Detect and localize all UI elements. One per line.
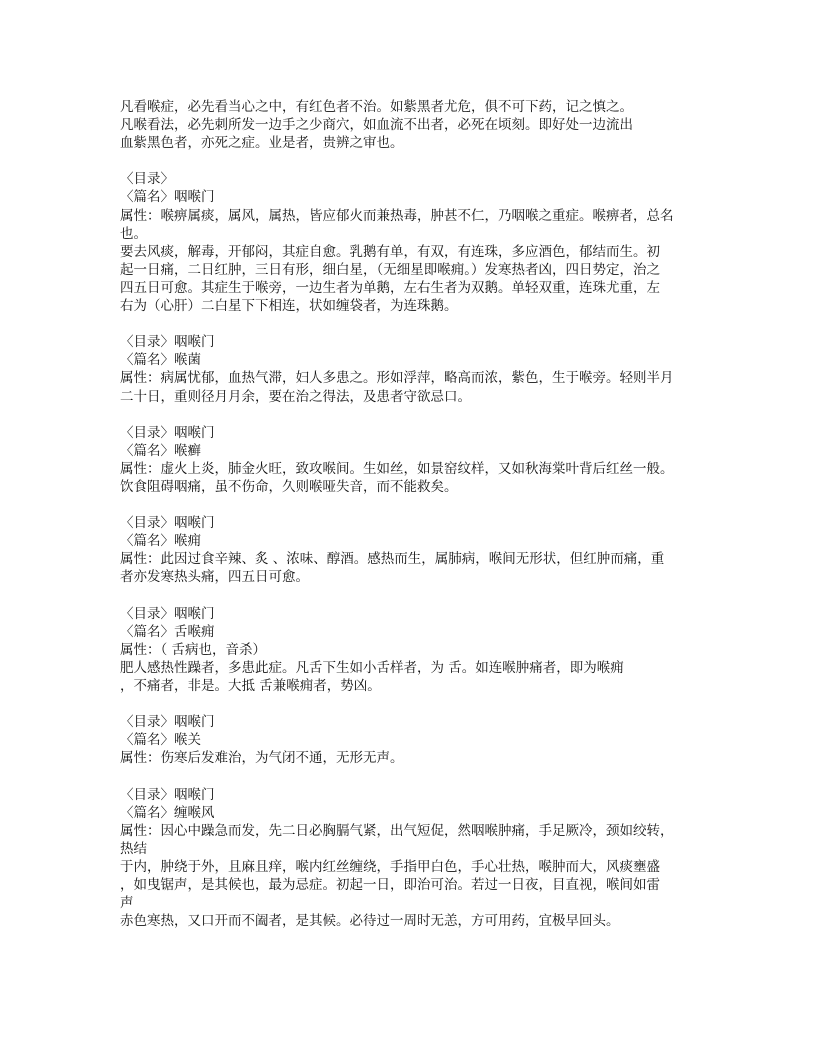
- attribute-line: 要去风痰，解毒，开郁闷，其症自愈。乳鹅有单，有双，有连珠，多应酒色，郁结而生。初: [120, 243, 660, 260]
- entry-section: [120, 333, 700, 423]
- intro-paragraph: [120, 98, 700, 170]
- blank-line: [120, 496, 700, 514]
- attribute-line: 也。: [120, 225, 147, 242]
- intro-line: 凡喉看法，必先刺所发一边手之少商穴，如血流不出者，必死在顷刻。即好处一边流出: [120, 117, 633, 134]
- entry-section: [120, 713, 700, 785]
- document-body: [120, 98, 700, 930]
- entry-title: 〈篇名〉缠喉风: [120, 804, 215, 821]
- attribute-line: 者亦发寒热头痛，四五日可愈。: [120, 569, 309, 586]
- entry-title: 〈篇名〉喉痈: [120, 533, 201, 550]
- attribute-line: 肥人感热性躁者，多患此症。凡舌下生如小舌样者，为 舌。如连喉肿痛者，即为喉痈: [120, 659, 624, 676]
- blank-line: [120, 695, 700, 713]
- attribute-line: 属性：喉痹属痰，属风，属热，皆应郁火而兼热毒，肿甚不仁，乃咽喉之重症。喉痹者，总名: [120, 207, 674, 224]
- entry-section: [120, 786, 700, 931]
- catalog-label: 〈目录〉咽喉门: [120, 424, 215, 441]
- catalog-label: 〈目录〉咽喉门: [120, 605, 215, 622]
- entry-section: [120, 605, 700, 714]
- entry-title: 〈篇名〉舌喉痈: [120, 623, 215, 640]
- catalog-label: 〈目录〉: [120, 171, 174, 188]
- attribute-line: 属性：虚火上炎，肺金火旺，致攻喉间。生如丝，如景窑纹样，又如秋海棠叶背后红丝一般。: [120, 460, 674, 477]
- blank-line: [120, 406, 700, 424]
- attribute-line: 右为（心肝）二白星下下相连，状如缠袋者，为连珠鹅。: [120, 298, 458, 315]
- blank-line: [120, 315, 700, 333]
- attribute-line: 属性：病属忧郁，血热气滞，妇人多患之。形如浮萍，略高而浓，紫色，生于喉旁。轻则半月: [120, 370, 674, 387]
- attribute-line: ，如曳锯声，是其候也，最为忌症。初起一日，即治可治。若过一日夜，目直视，喉间如雷: [120, 877, 660, 894]
- blank-line: [120, 152, 700, 170]
- entry-title: 〈篇名〉咽喉门: [120, 189, 215, 206]
- entry-section: [120, 424, 700, 514]
- catalog-label: 〈目录〉咽喉门: [120, 334, 215, 351]
- attribute-line: 赤色寒热，又口开而不阖者，是其候。必待过一周时无恙，方可用药，宜极早回头。: [120, 913, 620, 930]
- attribute-line: 属性：（ 舌病也，音杀）: [120, 641, 267, 658]
- attribute-line: 属性：此因过食辛辣、炙 、浓味、醇酒。感热而生，属肺病，喉间无形状，但红肿而痛，重: [120, 551, 665, 568]
- attribute-line: 饮食阻碍咽痛，虽不伤命，久则喉哑失音，而不能救矣。: [120, 478, 458, 495]
- catalog-label: 〈目录〉咽喉门: [120, 515, 215, 532]
- attribute-line: 于内，肿绕于外，且麻且痒，喉内红丝缠绕，手指甲白色，手心壮热，喉肿而大，风痰壅盛: [120, 858, 660, 875]
- entry-title: 〈篇名〉喉癣: [120, 442, 201, 459]
- sections: [120, 170, 700, 930]
- attribute-line: 热结: [120, 840, 147, 857]
- attribute-line: 属性：伤寒后发难治，为气闭不通，无形无声。: [120, 750, 404, 767]
- attribute-line: 声: [120, 895, 134, 912]
- attribute-line: ，不痛者，非是。大抵 舌兼喉痈者，势凶。: [120, 678, 381, 694]
- catalog-label: 〈目录〉咽喉门: [120, 786, 215, 803]
- catalog-label: 〈目录〉咽喉门: [120, 714, 215, 731]
- attribute-line: 起一日痛，二日红肿，三日有形，细白星，（无细星即喉痈。）发寒热者凶，四日势定，治之: [120, 261, 660, 278]
- entry-section: [120, 170, 700, 333]
- attribute-line: 四五日可愈。其症生于喉旁，一边生者为单鹅，左右生者为双鹅。单轻双重，连珠尤重，左: [120, 279, 660, 296]
- entry-section: [120, 514, 700, 604]
- attribute-line: 属性：因心中躁急而发，先二日必胸膈气紧，出气短促，然咽喉肿痛，手足厥冷，颈如绞转，: [120, 822, 674, 839]
- blank-line: [120, 767, 700, 785]
- entry-title: 〈篇名〉喉菌: [120, 352, 201, 369]
- attribute-line: 二十日，重则径月月余，要在治之得法，及患者守欲忌口。: [120, 388, 471, 405]
- intro-line: 血紫黑色者，亦死之症。业是者，贵辨之审也。: [120, 135, 404, 152]
- intro-line: 凡看喉症，必先看当心之中，有红色者不治。如紫黑者尤危，俱不可下药，记之慎之。: [120, 99, 633, 115]
- entry-title: 〈篇名〉喉关: [120, 732, 201, 749]
- blank-line: [120, 587, 700, 605]
